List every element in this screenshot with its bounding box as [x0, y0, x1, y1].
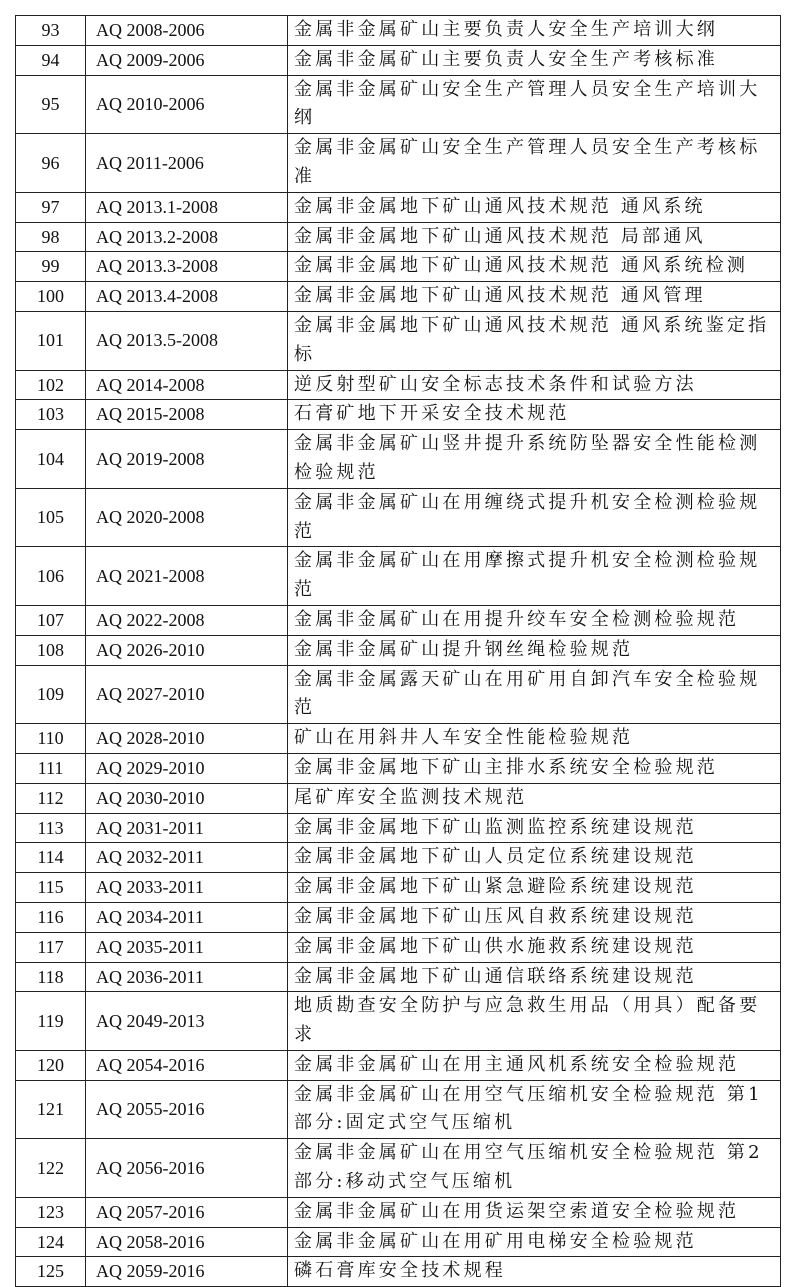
table-row: [16, 962, 781, 992]
standard-code: AQ 2026-2010: [86, 635, 288, 665]
standard-code: AQ 2059-2016: [86, 1257, 288, 1287]
standard-name: 金属非金属矿山在用货运架空索道安全检验规范: [288, 1197, 781, 1227]
standard-name: 金属非金属地下矿山主排水系统安全检验规范: [288, 753, 781, 783]
standard-code: AQ 2033-2011: [86, 873, 288, 903]
row-number: 105: [16, 488, 86, 547]
standard-code: AQ 2019-2008: [86, 430, 288, 489]
standard-name: 金属非金属地下矿山监测监控系统建设规范: [288, 813, 781, 843]
standard-name: 金属非金属矿山安全生产管理人员安全生产考核标准: [288, 134, 781, 193]
standard-code: AQ 2034-2011: [86, 902, 288, 932]
row-number: 102: [16, 370, 86, 400]
row-number: 108: [16, 635, 86, 665]
standard-name: 石膏矿地下开采安全技术规范: [288, 400, 781, 430]
standard-name: 金属非金属地下矿山通风技术规范 通风管理: [288, 282, 781, 312]
standard-code: AQ 2013.2-2008: [86, 222, 288, 252]
standard-code: AQ 2035-2011: [86, 932, 288, 962]
standard-name: 金属非金属矿山在用空气压缩机安全检验规范 第1部分:固定式空气压缩机: [288, 1080, 781, 1139]
table-row: [16, 16, 781, 46]
row-number: 125: [16, 1257, 86, 1287]
table-row: [16, 902, 781, 932]
standard-code: AQ 2032-2011: [86, 843, 288, 873]
standard-name: 磷石膏库安全技术规程: [288, 1257, 781, 1287]
standard-name: 金属非金属矿山提升钢丝绳检验规范: [288, 635, 781, 665]
table-row: [16, 370, 781, 400]
row-number: 100: [16, 282, 86, 312]
row-number: 106: [16, 547, 86, 606]
table-row: [16, 222, 781, 252]
row-number: 104: [16, 430, 86, 489]
row-number: 96: [16, 134, 86, 193]
table-row: [16, 932, 781, 962]
table-row: [16, 488, 781, 547]
standard-name: 矿山在用斜井人车安全性能检验规范: [288, 724, 781, 754]
standard-name: 金属非金属矿山在用空气压缩机安全检验规范 第2部分:移动式空气压缩机: [288, 1139, 781, 1198]
standard-name: 金属非金属地下矿山紧急避险系统建设规范: [288, 873, 781, 903]
row-number: 121: [16, 1080, 86, 1139]
row-number: 122: [16, 1139, 86, 1198]
standard-code: AQ 2049-2013: [86, 992, 288, 1051]
standard-code: AQ 2054-2016: [86, 1050, 288, 1080]
standard-code: AQ 2030-2010: [86, 783, 288, 813]
standard-code: AQ 2031-2011: [86, 813, 288, 843]
standard-code: AQ 2010-2006: [86, 75, 288, 134]
row-number: 116: [16, 902, 86, 932]
row-number: 99: [16, 252, 86, 282]
standard-name: 金属非金属地下矿山供水施救系统建设规范: [288, 932, 781, 962]
standard-name: 金属非金属地下矿山通风技术规范 通风系统鉴定指标: [288, 311, 781, 370]
row-number: 111: [16, 753, 86, 783]
row-number: 124: [16, 1227, 86, 1257]
standard-name: 金属非金属地下矿山通风技术规范 局部通风: [288, 222, 781, 252]
table-row: [16, 282, 781, 312]
standards-table-body: [16, 16, 781, 1287]
standard-name: 金属非金属地下矿山通风技术规范 通风系统: [288, 192, 781, 222]
row-number: 95: [16, 75, 86, 134]
standard-name: 金属非金属地下矿山压风自救系统建设规范: [288, 902, 781, 932]
standard-code: AQ 2057-2016: [86, 1197, 288, 1227]
table-row: [16, 1227, 781, 1257]
table-row: [16, 192, 781, 222]
table-row: [16, 813, 781, 843]
standard-code: AQ 2008-2006: [86, 16, 288, 46]
standard-name: 金属非金属矿山在用缠绕式提升机安全检测检验规范: [288, 488, 781, 547]
standard-code: AQ 2013.4-2008: [86, 282, 288, 312]
table-row: [16, 1080, 781, 1139]
standard-code: AQ 2020-2008: [86, 488, 288, 547]
row-number: 98: [16, 222, 86, 252]
table-row: [16, 547, 781, 606]
table-row: [16, 1197, 781, 1227]
row-number: 107: [16, 605, 86, 635]
table-row: [16, 783, 781, 813]
standard-code: AQ 2056-2016: [86, 1139, 288, 1198]
table-row: [16, 430, 781, 489]
table-row: [16, 635, 781, 665]
row-number: 117: [16, 932, 86, 962]
row-number: 113: [16, 813, 86, 843]
standard-code: AQ 2036-2011: [86, 962, 288, 992]
row-number: 112: [16, 783, 86, 813]
standard-code: AQ 2011-2006: [86, 134, 288, 193]
row-number: 93: [16, 16, 86, 46]
standard-name: 地质勘查安全防护与应急救生用品（用具）配备要求: [288, 992, 781, 1051]
standard-code: AQ 2021-2008: [86, 547, 288, 606]
table-row: [16, 134, 781, 193]
standard-code: AQ 2055-2016: [86, 1080, 288, 1139]
table-row: [16, 873, 781, 903]
row-number: 97: [16, 192, 86, 222]
row-number: 94: [16, 45, 86, 75]
table-row: [16, 45, 781, 75]
standard-code: AQ 2014-2008: [86, 370, 288, 400]
standard-name: 金属非金属矿山在用提升绞车安全检测检验规范: [288, 605, 781, 635]
table-row: [16, 665, 781, 724]
standard-name: 尾矿库安全监测技术规范: [288, 783, 781, 813]
row-number: 109: [16, 665, 86, 724]
row-number: 101: [16, 311, 86, 370]
standard-name: 逆反射型矿山安全标志技术条件和试验方法: [288, 370, 781, 400]
standard-name: 金属非金属地下矿山通信联络系统建设规范: [288, 962, 781, 992]
standard-code: AQ 2027-2010: [86, 665, 288, 724]
table-row: [16, 400, 781, 430]
row-number: 114: [16, 843, 86, 873]
standard-code: AQ 2013.1-2008: [86, 192, 288, 222]
standard-code: AQ 2015-2008: [86, 400, 288, 430]
standard-name: 金属非金属露天矿山在用矿用自卸汽车安全检验规范: [288, 665, 781, 724]
standard-name: 金属非金属矿山在用矿用电梯安全检验规范: [288, 1227, 781, 1257]
row-number: 103: [16, 400, 86, 430]
row-number: 118: [16, 962, 86, 992]
standard-name: 金属非金属矿山安全生产管理人员安全生产培训大纲: [288, 75, 781, 134]
table-row: [16, 75, 781, 134]
table-row: [16, 252, 781, 282]
table-row: [16, 1139, 781, 1198]
table-row: [16, 753, 781, 783]
table-row: [16, 1050, 781, 1080]
standard-name: 金属非金属地下矿山人员定位系统建设规范: [288, 843, 781, 873]
table-row: [16, 843, 781, 873]
table-row: [16, 311, 781, 370]
standard-code: AQ 2009-2006: [86, 45, 288, 75]
row-number: 115: [16, 873, 86, 903]
standard-code: AQ 2058-2016: [86, 1227, 288, 1257]
row-number: 110: [16, 724, 86, 754]
standard-code: AQ 2013.3-2008: [86, 252, 288, 282]
table-row: [16, 1257, 781, 1287]
standard-code: AQ 2029-2010: [86, 753, 288, 783]
table-row: [16, 605, 781, 635]
standard-code: AQ 2022-2008: [86, 605, 288, 635]
standard-code: AQ 2013.5-2008: [86, 311, 288, 370]
row-number: 123: [16, 1197, 86, 1227]
standard-name: 金属非金属矿山在用主通风机系统安全检验规范: [288, 1050, 781, 1080]
table-row: [16, 724, 781, 754]
standard-name: 金属非金属矿山主要负责人安全生产考核标准: [288, 45, 781, 75]
standards-table: [15, 15, 781, 1287]
row-number: 120: [16, 1050, 86, 1080]
standard-name: 金属非金属地下矿山通风技术规范 通风系统检测: [288, 252, 781, 282]
row-number: 119: [16, 992, 86, 1051]
standard-name: 金属非金属矿山在用摩擦式提升机安全检测检验规范: [288, 547, 781, 606]
table-row: [16, 992, 781, 1051]
standard-name: 金属非金属矿山竖井提升系统防坠器安全性能检测检验规范: [288, 430, 781, 489]
standard-code: AQ 2028-2010: [86, 724, 288, 754]
standard-name: 金属非金属矿山主要负责人安全生产培训大纲: [288, 16, 781, 46]
